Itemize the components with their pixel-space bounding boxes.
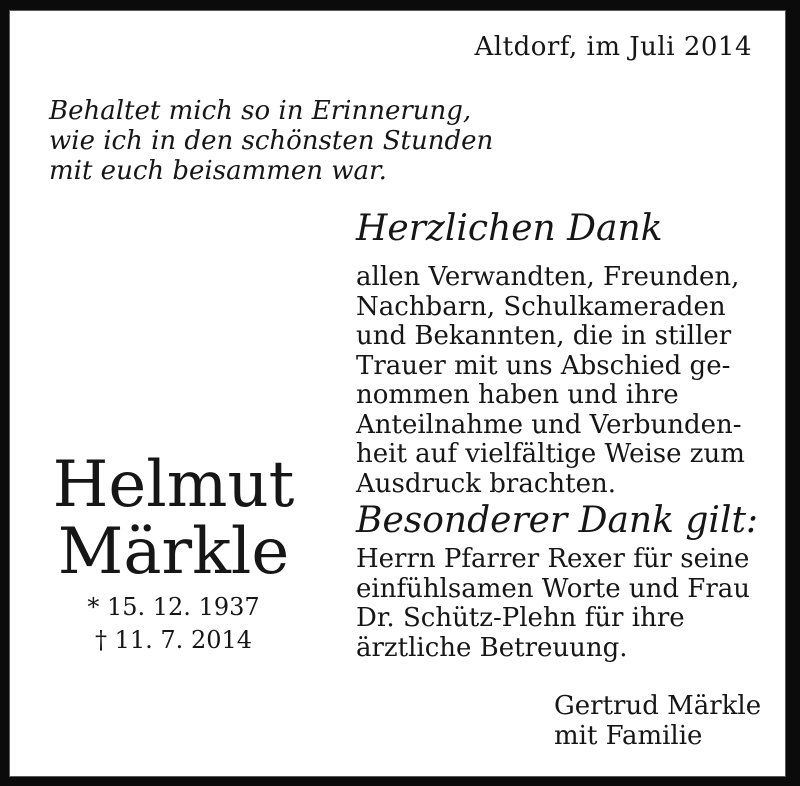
special-thanks-line: ärztliche Betreuung. <box>356 632 628 663</box>
thanks-heading: Herzlichen Dank <box>356 208 663 249</box>
special-thanks-heading: Besonderer Dank gilt: <box>356 500 759 541</box>
deceased-first-name: Helmut <box>52 448 295 522</box>
thanks-column <box>356 207 771 663</box>
special-thanks-line: Herrn Pfarrer Rexer für seine <box>356 544 750 574</box>
dateline: Altdorf, im Juli 2014 <box>474 32 752 62</box>
special-thanks-line: Dr. Schütz-Plehn für ihre <box>356 603 685 633</box>
signature-family: mit Familie <box>554 721 703 751</box>
epitaph-quote <box>49 96 493 186</box>
birth-date: * 15. 12. 1937 <box>87 593 260 621</box>
thanks-body-line: Ausdruck brachten. <box>356 468 616 499</box>
epitaph-line: wie ich in den schönsten Stunden <box>49 126 494 156</box>
thanks-body-line: Anteilnahme und Verbunden- <box>356 409 742 440</box>
deceased-last-name: Märkle <box>57 515 290 589</box>
thanks-body-line: nommen haben und ihre <box>356 380 679 410</box>
special-thanks-line: einfühlsamen Worte und Frau <box>356 573 751 604</box>
thanks-body-line: allen Verwandten, Freunden, <box>356 262 740 292</box>
signature <box>554 691 761 751</box>
special-thanks-body <box>356 545 771 663</box>
thanks-body-line: und Bekannten, die in stiller <box>356 321 732 351</box>
deceased-name <box>26 448 321 589</box>
thanks-body-line: Trauer mit uns Abschied ge- <box>356 350 731 381</box>
thanks-body-line: heit auf vielfältige Weise zum <box>356 439 745 469</box>
epitaph-line: Behaltet mich so in Erinnerung, <box>49 96 472 126</box>
signature-name: Gertrud Märkle <box>554 691 762 721</box>
death-date: † 11. 7. 2014 <box>94 626 253 654</box>
epitaph-line: mit euch beisammen war. <box>49 156 387 186</box>
life-dates <box>26 591 321 657</box>
thanks-body-line: Nachbarn, Schulkameraden <box>356 291 726 322</box>
thanks-body <box>356 263 771 499</box>
obituary-card <box>9 10 786 777</box>
